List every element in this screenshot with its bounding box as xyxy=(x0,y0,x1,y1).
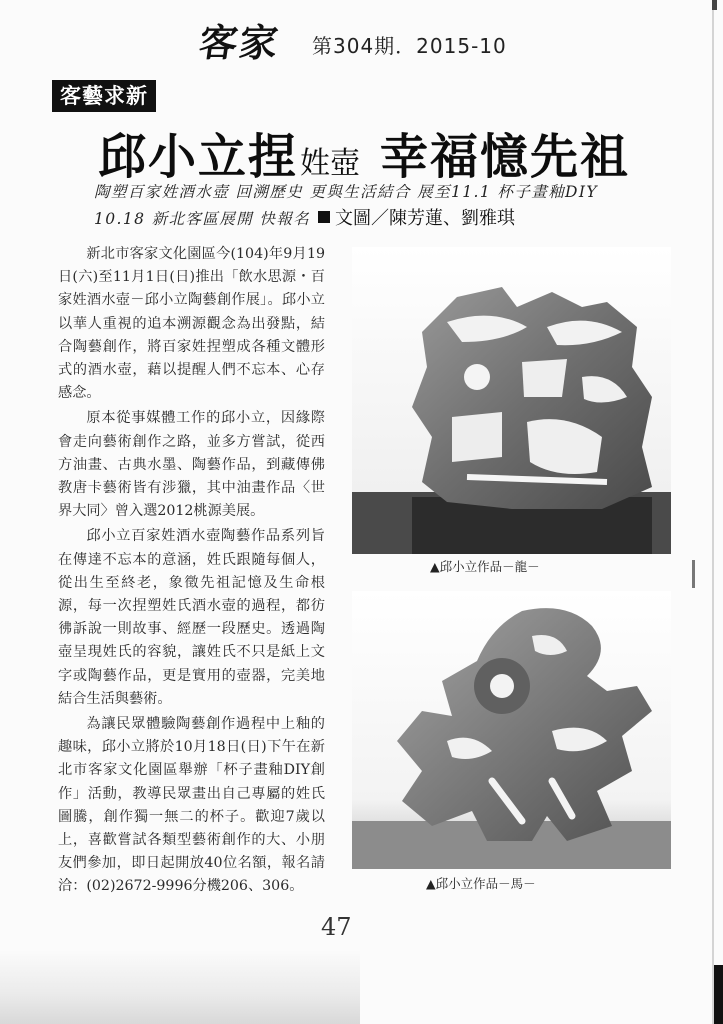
subtitle-line-2: 10.18 新北客區展開 快報名 xyxy=(94,210,311,228)
paragraph: 邱小立百家姓酒水壺陶藝作品系列旨在傳達不忘本的意涵，姓氏跟隨每個人，從出生至終老，象徵先祖記憶及生命根源，每一次捏塑姓氏酒水壺的過程，都彷彿訴說一則故事、經歷一段歷史。透過陶壺呈現姓氏的容貌，讓姓氏不只是紙上文字或陶藝作品，更是實用的壺器，完美地結合生活與藝術。 xyxy=(58,528,325,707)
byline xyxy=(318,204,515,230)
title-part-2: 幸福憶先祖 xyxy=(380,129,631,185)
paragraph: 新北市客家文化園區今(104)年9月19日(六)至11月1日(日)推出「飲水思源・百家姓酒水壺－邱小立陶藝創作展」。邱小立以華人重視的追本溯源觀念為出發點，結合陶藝創作，將百家姓捏塑成各種文體形式的酒水壺，藉以提醒人們不忘本、心存感念。 xyxy=(58,246,325,402)
title-small-text: 姓壺 xyxy=(300,146,361,181)
section-tag: 客藝求新 xyxy=(52,80,156,112)
scan-edge-mark xyxy=(712,0,717,10)
square-bullet-icon xyxy=(318,211,330,223)
dragon-sculpture-photo xyxy=(352,247,671,554)
scan-noise xyxy=(0,950,360,1024)
paragraph: 原本從事媒體工作的邱小立，因緣際會走向藝術創作之路，並多方嘗試，從西方油畫、古典水墨、陶藝作品，到藏傳佛教唐卡藝術皆有涉獵，其中油畫作品〈世界大同〉曾入選2012桃源美展。 xyxy=(58,410,325,520)
horse-character-sculpture-icon xyxy=(352,591,671,869)
scan-edge-mark xyxy=(692,560,695,588)
photo-caption: ▲邱小立作品－龍－ xyxy=(430,559,540,574)
dragon-character-sculpture-icon xyxy=(352,247,671,554)
title-part-1: 邱小立捏 xyxy=(98,129,299,185)
byline-text: 文圖／陳芳蓮、劉雅琪 xyxy=(335,208,515,229)
photo-caption: ▲邱小立作品－馬－ xyxy=(426,876,536,891)
paragraph: 為讓民眾體驗陶藝創作過程中上釉的趣味，邱小立將於10月18日(日)下午在新北市客家文化園區舉辦「杯子畫釉DIY創作」活動，教導民眾畫出自己專屬的姓氏圖騰，創作獨一無二的杯子。歡迎7歲以上，喜歡嘗試各類型藝術創作的大、小朋友們參加，即日起開放40位名額，報名請洽：(02)2672-9996分機206、306。 xyxy=(58,716,325,895)
masthead-logo: 客家 xyxy=(196,20,283,65)
scan-edge xyxy=(712,0,714,1024)
scan-edge-mark xyxy=(714,965,723,1024)
article-body xyxy=(58,243,325,901)
horse-sculpture-photo xyxy=(352,591,671,869)
page-number: 47 xyxy=(321,913,352,941)
issue-info: 第304期．2015-10 xyxy=(312,34,507,58)
article-title xyxy=(98,118,658,185)
subtitle-line-1: 陶塑百家姓酒水壺 回溯歷史 更與生活結合 展至11.1 杯子畫釉DIY xyxy=(94,183,599,201)
